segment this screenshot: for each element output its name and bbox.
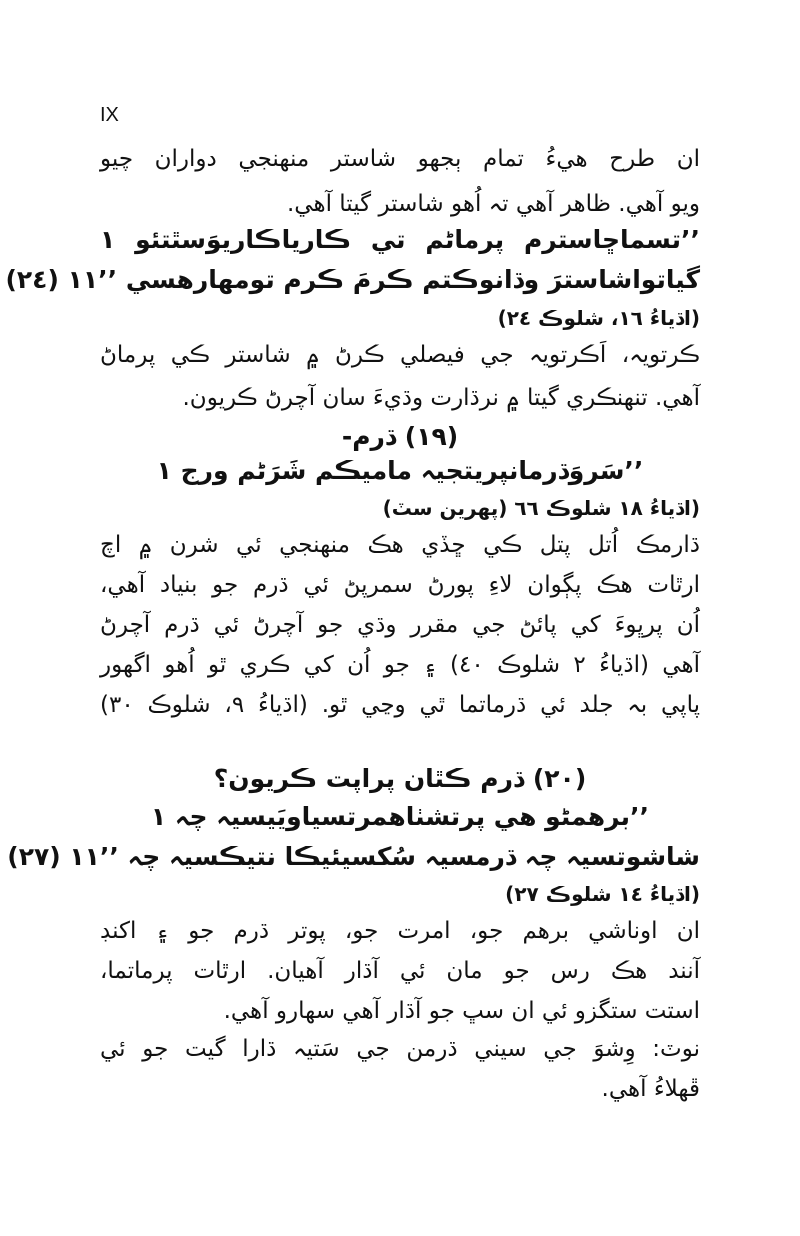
- sanskrit-verse-line: گياتواشاسترَ وڌانوڪتم ڪرمَ ڪرم تومهارهسي ’’١١ (٢٤): [5, 265, 700, 294]
- sanskrit-verse-line: شاشوتسيہ چہ ڌرمسيہ سُکسيئيڪا نتيڪسيہ چہ ’’١١ (٢٧): [7, 842, 700, 871]
- note-line: ڦهلاءُ آهي.: [601, 1076, 700, 1102]
- section-heading: (١٩) ڌرم-: [341, 422, 459, 451]
- verse-reference: (اڌياءُ ١٨ شلوڪ ٦٦ (پهرين سٽ): [382, 496, 700, 520]
- verse-reference: (اڌياءُ ١٦، شلوڪ ٢٤): [497, 306, 700, 330]
- note-line: نوٽ: وِشوَ جي سيني ڌرمن جي سَتيہ ڌارا گيت جو ئي: [100, 1036, 700, 1062]
- sanskrit-verse-line: ’’برهمڻو هي پرتشٺاهمرتسياويَيسيہ چہ ١: [150, 802, 650, 831]
- paragraph-line: آهي (اڌياءُ ٢ شلوڪ ٤٠) ۽ جو اُن کي ڪري ٿو اُهو اگهور: [100, 652, 700, 678]
- paragraph-line: اُن پرڀوءَ کي پائڻ جي مقرر وڌي جو آچرڻ ئي ڌرم آچرڻ: [100, 612, 700, 638]
- paragraph-line: آهي. تنهنڪري گيتا ۾ نرڌارت وڌيءَ سان آچرڻ ڪريون.: [182, 385, 700, 411]
- paragraph-line: ان اوناشي برهم جو، امرت جو، پوتر ڌرم جو ۽ اکنڊ: [100, 918, 700, 944]
- paragraph-line: ڌارمڪ اُتل پتل ڪي ڇڏي هڪ منهنجي ئي شرن ۾ اچ: [100, 532, 700, 558]
- verse-reference: (اڌياءُ ١٤ شلوڪ ٢٧): [505, 882, 700, 906]
- sanskrit-verse-line: ’’تسماڇاسترم پرماڻم تي ڪارياڪاريوَسٿتئو ١: [100, 225, 700, 254]
- paragraph-line: ڪرتويہ، اَڪرتويہ جي فيصلي ڪرڻ ۾ شاستر ڪي پرماڻ: [100, 342, 700, 368]
- page-number: IX: [100, 104, 119, 126]
- paragraph-line: آنند هڪ رس جو مان ئي آڌار آهيان. ارٿات پرماتما،: [100, 958, 700, 984]
- paragraph-line: ويو آهي. ظاهر آهي تہ اُهو شاستر گيتا آهي.: [286, 191, 700, 217]
- sanskrit-verse-line: ’’سَروَڌرمانپريتجيہ ماميڪم شَرَڻم ورج ١: [156, 456, 644, 485]
- paragraph-line: استت ستگزو ئي ان سڀ جو آڌار آهي سهارو آهي.: [223, 998, 700, 1024]
- section-heading: (٢٠) ڌرم ڪٿان پراپت ڪريون؟: [213, 764, 587, 793]
- paragraph-line: پاپي بہ جلد ئي ڌرماتما ٿي وڃي ٿو. (اڌياءُ ٩، شلوڪ ٣٠): [100, 692, 700, 718]
- paragraph-line: ارٿات هڪ پڳوان لاءِ پورڻ سمرپڻ ئي ڌرم جو بنياد آهي،: [100, 572, 700, 598]
- paragraph-line: ان طرح هيءُ تمام ٻجهو شاستر منهنجي دواران چيو: [100, 146, 700, 172]
